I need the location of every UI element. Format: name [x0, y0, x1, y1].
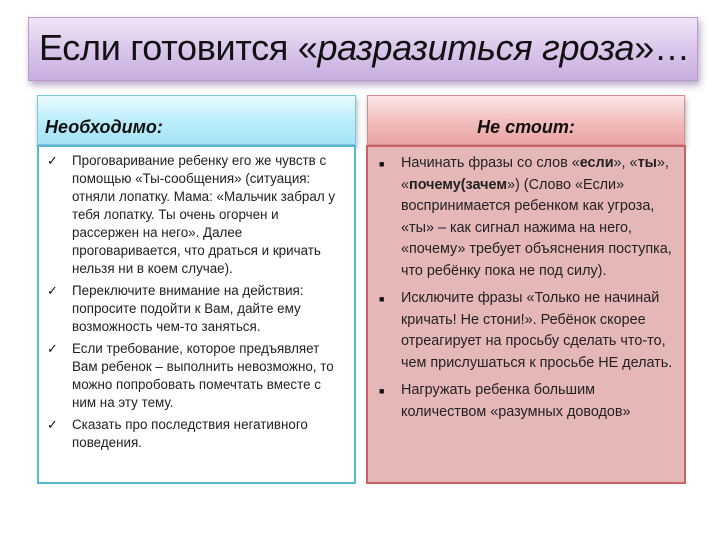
left-list — [47, 152, 348, 456]
check-icon: ✓ — [47, 341, 58, 356]
square-bullet-icon: ■ — [379, 294, 385, 304]
right-panel — [366, 145, 686, 484]
list-item: ✓ Проговаривание ребенку его же чувств с помощью «Ты-сообщения» (ситуация: отняли лопатку. Мама: «Мальчик забрал у тебя лопатку. Ты очень огорчен и рассержен на него». Далее проговаривается, что драться и кричать нельзя ни в коем случае). — [47, 153, 336, 276]
slide-title — [39, 27, 690, 69]
check-icon: ✓ — [47, 283, 58, 298]
right-header — [367, 95, 685, 145]
title-part-italic: разразиться гроза — [317, 27, 635, 68]
list-item: ✓ Переключите внимание на действия: попросите подойти к Вам, дайте ему возможность чем-то заняться. — [47, 283, 304, 334]
left-header-label: Необходимо: — [45, 117, 163, 137]
list-item: ■ Нагружать ребенка большим количеством «разумных доводов» — [379, 382, 631, 420]
list-item: ■ Начинать фразы со слов «если», «ты», «почему(зачем») (Слово «Если» воспринимается ребенком как угроза, «ты» – как сигнал нажима на него, «почему» требует объяснения поступка, что ребёнку пока не под силу). — [379, 155, 672, 279]
title-part-end: »… — [634, 27, 690, 68]
slide-title-box — [28, 17, 698, 81]
list-item: ✓ Если требование, которое предъявляет Вам ребенок – выполнить невозможно, то можно попробовать помечтать вместе с ним на эту тему. — [47, 341, 334, 410]
right-list — [376, 153, 676, 429]
left-panel — [37, 145, 356, 484]
list-item: ■ Исключите фразы «Только не начинай кричать! Не стони!». Ребёнок скорее отреагирует на просьбу сделать что-то, чем прислушаться к просьбе НЕ делать. — [379, 290, 673, 371]
square-bullet-icon: ■ — [379, 159, 385, 169]
list-item: ✓ Сказать про последствия негативного поведения. — [47, 417, 308, 450]
square-bullet-icon: ■ — [379, 386, 385, 396]
title-part-start: Если готовится « — [39, 27, 318, 68]
check-icon: ✓ — [47, 153, 58, 168]
check-icon: ✓ — [47, 417, 58, 432]
right-header-label: Не стоит: — [477, 117, 575, 137]
left-header — [37, 95, 356, 145]
